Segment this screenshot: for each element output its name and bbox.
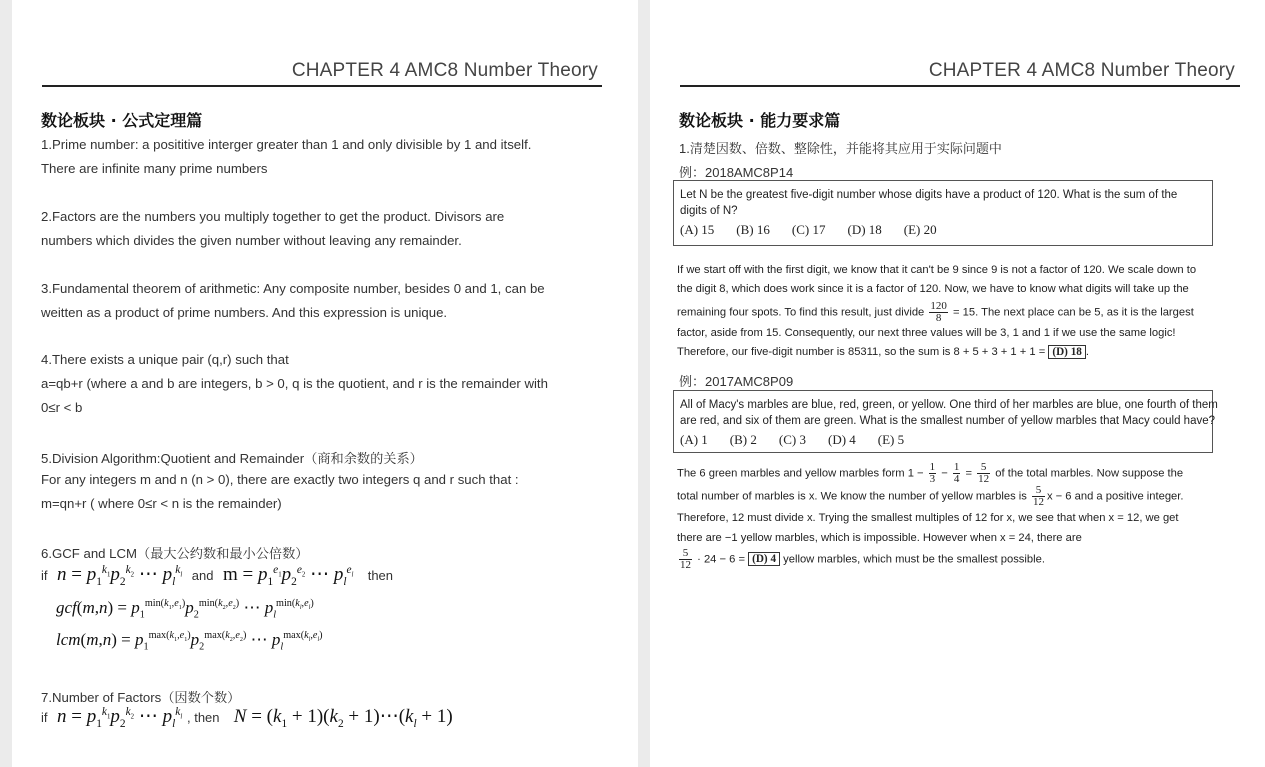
gcf-formula: $gcf(m,n) = p_1^{min(k_1,e_1)}p_2^{min(k_2,e_2)}$ ⋯ $p_l^{min(k_l,e_l)}$	[56, 598, 314, 621]
choice: (C) 17	[791, 222, 826, 237]
chapter-header-right: CHAPTER 4 AMC8 Number Theory	[928, 60, 1235, 81]
fraction-5-12: $\frac{5}{12}$	[978, 461, 990, 485]
example-2-problem-line-1: All of Macy's marbles are blue, red, green, or yellow. One third of her marbles are blue, one fourth of them	[680, 399, 1218, 411]
solution-text: yellow marbles, which must be the smallest possible.	[783, 553, 1045, 566]
example-1-problem: Let N be the greatest five-digit number whose digits have a product of 120. What is the sum of the digits of N?	[680, 189, 1178, 217]
example-1-label: 例：2018AMC8P14	[679, 165, 794, 180]
solution-text: · 24 − 6 =	[697, 553, 746, 566]
section-title-right: 数论板块 · 能力要求篇	[679, 111, 841, 130]
solution-line: factor, aside from 15. Consequently, our next three values will be 3, 1 and 1 if we use the same logic!	[677, 327, 1176, 339]
solution-line	[677, 485, 1217, 508]
solution-text: of the total marbles. Now suppose the	[995, 467, 1184, 480]
fraction-1-4: $\frac{1}{4}$	[953, 461, 960, 485]
fraction-5-12-b: $\frac{5}{12}$	[1032, 484, 1044, 508]
example-2-problem-line-2: are red, and six of them are green. What is the smallest number of yellow marbles that Macy could have?	[680, 415, 1216, 427]
item-4-line-1: 4.There exists a unique pair (q,r) such that	[41, 352, 289, 367]
choice: (E) 5	[877, 432, 905, 447]
example-2-label: 例：2017AMC8P09	[679, 374, 794, 389]
fraction-120-8: $\frac{120}{8}$	[930, 300, 947, 324]
choice: (B) 2	[729, 432, 757, 447]
solution-text: The 6 green marbles and yellow marbles form 1 −	[677, 467, 924, 480]
solution-text: x − 6 and a positive integer.	[1046, 490, 1184, 503]
example-1-solution	[677, 261, 1217, 362]
answer-box: (D) 18	[1048, 345, 1086, 359]
answer-box: (D) 4	[748, 552, 780, 566]
example-1-problem-box	[673, 180, 1213, 246]
solution-line: Therefore, 12 must divide x. Trying the smallest multiples of 12 for x, we see that when x = 12, we get	[677, 512, 1179, 524]
solution-line: Therefore, our five-digit number is 85311, so the sum is 8 + 5 + 3 + 1 + 1 = (D) 18 .	[677, 346, 1089, 358]
solution-text: = 15. The next place can be 5, as it is the largest	[953, 306, 1194, 319]
choice: (A) 15	[680, 222, 715, 237]
choice: (B) 16	[736, 222, 770, 237]
left-page	[12, 0, 638, 767]
example-2-solution	[677, 462, 1217, 571]
right-page	[650, 0, 1265, 767]
solution-line: there are −1 yellow marbles, which is impossible. However when x = 24, there are	[677, 532, 1082, 544]
item-3-line-2: weitten as a product of prime numbers. And this expression is unique.	[41, 305, 448, 320]
item-2-line-2: numbers which divides the given number without leaving any remainder.	[41, 233, 462, 248]
item-5-line-3: m=qn+r ( where 0≤r < n is the remainder)	[41, 496, 282, 511]
example-2-choices	[680, 432, 1206, 448]
solution-line	[677, 301, 1217, 324]
item-7-line-1: 7.Number of Factors（因数个数）	[41, 690, 241, 705]
item-4-line-3: 0≤r < b	[41, 400, 83, 415]
choice: (C) 3	[778, 432, 806, 447]
solution-line: If we start off with the first digit, we know that it can't be 9 since 9 is not a factor of 120. We scale down to	[677, 264, 1197, 276]
item-5-line-1: 5.Division Algorithm:Quotient and Remainder（商和余数的关系）	[41, 451, 423, 466]
header-rule	[42, 85, 602, 87]
word-and: and	[191, 568, 214, 583]
item-6-line-1: 6.GCF and LCM（最大公约数和最小公倍数）	[41, 546, 309, 561]
header-rule-right	[680, 85, 1240, 87]
word-if-2: if	[41, 710, 48, 725]
fraction-5-12-c: $\frac{5}{12}$	[680, 547, 691, 571]
chapter-header: CHAPTER 4 AMC8 Number Theory	[291, 60, 598, 81]
number-of-factors-formula: if $n = p_1^{k_1}p_2^{k_2}$ ⋯ $p_l^{k_l}$ , then $N = (k_1 + 1)(k_2$ + $1)\cdots(k_l + 1)$	[41, 705, 453, 730]
solution-line	[677, 548, 1217, 571]
word-then: then	[367, 568, 394, 583]
item-3-line-1: 3.Fundamental theorem of arithmetic: Any composite number, besides 0 and 1, can be	[41, 281, 545, 296]
solution-line: The 6 green marbles and yellow marbles form 1 − $\frac{1}{3}$ − $\frac{1}{4}$ = $\frac{5}{12}$ of the total marbles. Now suppose the	[677, 461, 1184, 485]
fraction-1-3: $\frac{1}{3}$	[929, 461, 936, 485]
lcm-formula: $lcm(m,n) = p_1^{max(k_1,e_1)}p_2^{max(k_2,e_2)}$ ⋯ $p_l^{max(k_l,e_l)}$	[56, 630, 323, 653]
solution-text: total number of marbles is x. We know the number of yellow marbles is	[677, 490, 1027, 503]
intro-line: 1.清楚因数、倍数、整除性，并能将其应用于实际问题中	[679, 141, 1002, 156]
choice: (A) 1	[680, 432, 708, 447]
item-1-line-2: There are infinite many prime numbers	[41, 161, 268, 176]
item-2-line-1: 2.Factors are the numbers you multiply together to get the product. Divisors are	[41, 209, 505, 224]
item-5-line-2: For any integers m and n (n > 0), there are exactly two integers q and r such that :	[41, 472, 519, 487]
solution-line: the digit 8, which does work since it is a factor of 120. Now, we have to know what digits will take up the	[677, 283, 1189, 295]
choice: (D) 4	[827, 432, 856, 447]
word-if: if	[41, 568, 48, 583]
word-then-2: , then	[186, 710, 220, 725]
section-title: 数论板块 · 公式定理篇	[41, 111, 203, 130]
solution-text: remaining four spots. To find this result, just divide	[677, 306, 925, 319]
choice: (D) 18	[847, 222, 882, 237]
example-1-choices	[680, 222, 1206, 238]
item-1-line-1: 1.Prime number: a posititive interger greater than 1 and only divisible by 1 and itself.	[41, 137, 532, 152]
item-4-line-2: a=qb+r (where a and b are integers, b > 0, q is the quotient, and r is the remainder with	[41, 376, 548, 391]
example-2-problem-box	[673, 390, 1218, 453]
choice: (E) 20	[903, 222, 937, 237]
factorization-formula: if $n = p_1^{k_1}p_2^{k_2}$ ⋯ $p_l^{k_l}$ and $m = p_1^{e_1}p_2^{e_2}$ ⋯ $p_l^{e_l}$ then	[41, 563, 394, 588]
solution-text: Therefore, our five-digit number is 85311, so the sum is 8 + 5 + 3 + 1 + 1 =	[677, 346, 1046, 358]
